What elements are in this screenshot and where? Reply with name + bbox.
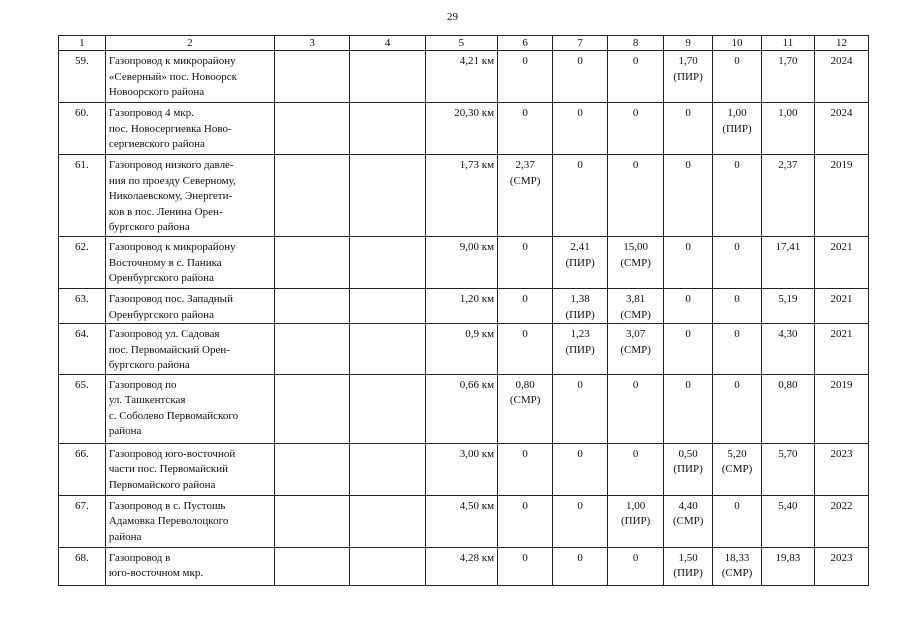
- object-name-line: района: [108, 530, 142, 543]
- funding-value: 0: [685, 378, 691, 391]
- funding-cell-c9: [664, 443, 713, 495]
- funding-cell-c8: [608, 324, 664, 375]
- year-cell: 2024: [814, 51, 868, 103]
- length-cell: 0,66 км: [425, 374, 497, 443]
- column-4-cell: [350, 443, 425, 495]
- funding-cell-c8: [608, 289, 664, 324]
- funding-cell-c9: [664, 374, 713, 443]
- column-3-cell: [274, 289, 349, 324]
- funding-cell-c9: [664, 324, 713, 375]
- year-cell: 2019: [814, 155, 868, 237]
- object-name-line: пос. Первомайский Орен-: [108, 343, 230, 356]
- funding-cell-c9: [664, 103, 713, 155]
- length-cell: 9,00 км: [425, 237, 497, 289]
- funding-cell-c10: [713, 51, 762, 103]
- column-header-7: 7: [553, 36, 608, 51]
- column-3-cell: [274, 237, 349, 289]
- object-name-line: Газопровод юго-восточной: [108, 447, 236, 460]
- table-row: [59, 443, 869, 495]
- table-row: [59, 495, 869, 547]
- funding-cell-c6: [498, 374, 553, 443]
- funding-cell-c7: [553, 374, 608, 443]
- funding-note: (ПИР): [620, 515, 651, 527]
- funding-cell-c7: [553, 324, 608, 375]
- column-header-2: 2: [105, 36, 274, 51]
- total-cell: 17,41: [761, 237, 814, 289]
- funding-cell-c8: [608, 155, 664, 237]
- total-cell: 1,70: [761, 51, 814, 103]
- total-cell: 2,37: [761, 155, 814, 237]
- funding-value: 1,70: [678, 55, 698, 67]
- funding-value: 0: [577, 55, 583, 67]
- funding-note: (ПИР): [673, 463, 703, 475]
- funding-note: (ПИР): [673, 567, 703, 579]
- object-name-line: ния по проезду Северному,: [108, 174, 236, 187]
- year-cell: 2021: [814, 237, 868, 289]
- length-cell: 1,20 км: [425, 289, 497, 324]
- funding-cell-c6: [498, 155, 553, 237]
- funding-cell-c7: [553, 103, 608, 155]
- object-name-line: ков в пос. Ленина Орен-: [108, 205, 223, 218]
- column-3-cell: [274, 103, 349, 155]
- funding-cell-c6: [498, 289, 553, 324]
- row-number: 68.: [59, 547, 106, 585]
- funding-value: 0: [734, 328, 740, 340]
- funding-cell-c8: [608, 237, 664, 289]
- funding-note: (СМР): [672, 515, 704, 527]
- object-name-line: ул. Ташкентская: [108, 394, 186, 406]
- total-cell: 4,30: [761, 324, 814, 375]
- funding-value: 0: [577, 447, 583, 460]
- funding-cell-c9: [664, 51, 713, 103]
- funding-value: 0: [577, 378, 583, 391]
- table-row: [59, 155, 869, 237]
- column-4-cell: [350, 374, 425, 443]
- funding-value: 4,40: [678, 499, 698, 512]
- funding-value: 0: [522, 328, 528, 340]
- funding-value: 0: [522, 551, 528, 564]
- column-header-3: 3: [274, 36, 349, 51]
- funding-cell-c7: [553, 495, 608, 547]
- funding-value: 1,00: [626, 499, 646, 512]
- object-name-line: части пос. Первомайский: [108, 463, 229, 475]
- column-4-cell: [350, 155, 425, 237]
- funding-value: 1,00: [727, 107, 747, 119]
- length-cell: 4,50 км: [425, 495, 497, 547]
- funding-value: 0: [577, 159, 583, 171]
- length-cell: 4,21 км: [425, 51, 497, 103]
- column-header-9: 9: [664, 36, 713, 51]
- column-header-12: 12: [814, 36, 868, 51]
- object-name-line: бургского района: [108, 221, 190, 233]
- funding-cell-c8: [608, 103, 664, 155]
- length-cell: 4,28 км: [425, 547, 497, 585]
- funding-value: 3,81: [626, 293, 646, 305]
- funding-note: (ПИР): [722, 122, 752, 135]
- column-3-cell: [274, 443, 349, 495]
- row-number: 65.: [59, 374, 106, 443]
- funding-value: 5,20: [727, 447, 747, 460]
- object-name-line: Николаевскому, Энергети-: [108, 190, 233, 202]
- column-header-11: 11: [761, 36, 814, 51]
- table-row: [59, 324, 869, 375]
- object-name-line: с. Соболево Первомайского: [108, 409, 239, 422]
- funding-cell-c8: [608, 443, 664, 495]
- object-name: [105, 103, 274, 155]
- table-row: [59, 374, 869, 443]
- year-cell: 2021: [814, 289, 868, 324]
- object-name-line: бургского района: [108, 359, 190, 371]
- column-header-6: 6: [498, 36, 553, 51]
- funding-note: (СМР): [721, 463, 753, 475]
- total-cell: 1,00: [761, 103, 814, 155]
- funding-cell-c10: [713, 289, 762, 324]
- funding-note: (ПИР): [565, 256, 595, 269]
- column-4-cell: [350, 289, 425, 324]
- object-name-line: «Северный» пос. Новоорск: [108, 70, 237, 83]
- column-header-10: 10: [713, 36, 762, 51]
- funding-cell-c10: [713, 155, 762, 237]
- funding-cell-c10: [713, 374, 762, 443]
- object-name-line: Оренбургского района: [108, 272, 214, 284]
- funding-note: (СМР): [620, 343, 651, 356]
- funding-value: 0: [632, 107, 639, 119]
- funding-value: 0: [734, 378, 740, 391]
- funding-value: 2,41: [570, 241, 590, 253]
- object-name-line: района: [108, 425, 142, 437]
- funding-cell-c6: [498, 495, 553, 547]
- column-3-cell: [274, 324, 349, 375]
- object-name-line: Газопровод низкого давле-: [108, 159, 234, 171]
- column-header-8: 8: [608, 36, 664, 51]
- object-name: [105, 443, 274, 495]
- object-name-line: Газопровод по: [108, 378, 177, 391]
- object-name-line: Газопровод 4 мкр.: [108, 107, 194, 119]
- object-name-line: юго-восточном мкр.: [108, 567, 204, 579]
- total-cell: 5,19: [761, 289, 814, 324]
- funding-cell-c10: [713, 547, 762, 585]
- funding-value: 0: [685, 241, 691, 253]
- column-4-cell: [350, 237, 425, 289]
- funding-cell-c9: [664, 237, 713, 289]
- funding-cell-c6: [498, 103, 553, 155]
- funding-cell-c10: [713, 324, 762, 375]
- year-cell: 2019: [814, 374, 868, 443]
- object-name-line: пос. Новосергиевка Ново-: [108, 122, 232, 135]
- funding-cell-c7: [553, 237, 608, 289]
- funding-value: 0: [685, 159, 691, 171]
- funding-cell-c8: [608, 547, 664, 585]
- year-cell: 2021: [814, 324, 868, 375]
- object-name: [105, 51, 274, 103]
- table-row: [59, 547, 869, 585]
- funding-value: 0: [577, 551, 583, 564]
- funding-cell-c9: [664, 495, 713, 547]
- funding-cell-c7: [553, 155, 608, 237]
- funding-value: 0: [734, 55, 740, 67]
- column-3-cell: [274, 547, 349, 585]
- funding-value: 0: [522, 55, 528, 67]
- funding-cell-c10: [713, 443, 762, 495]
- year-cell: 2024: [814, 103, 868, 155]
- funding-value: 0: [577, 107, 583, 119]
- length-cell: 20,30 км: [425, 103, 497, 155]
- funding-cell-c6: [498, 237, 553, 289]
- funding-value: 0: [685, 328, 691, 340]
- funding-value: 2,37: [515, 159, 535, 171]
- funding-cell-c7: [553, 547, 608, 585]
- funding-note: (СМР): [721, 567, 753, 579]
- object-name-line: Газопровод в с. Пустошь: [108, 499, 226, 512]
- funding-cell-c8: [608, 51, 664, 103]
- year-cell: 2023: [814, 443, 868, 495]
- year-cell: 2022: [814, 495, 868, 547]
- funding-cell-c6: [498, 51, 553, 103]
- funding-note: (СМР): [509, 394, 541, 406]
- object-name-line: Газопровод пос. Западный: [108, 293, 233, 305]
- table-row: [59, 51, 869, 103]
- funding-value: 0: [685, 293, 691, 305]
- length-cell: 1,73 км: [425, 155, 497, 237]
- funding-value: 0: [522, 107, 528, 119]
- object-name: [105, 495, 274, 547]
- row-number: 61.: [59, 155, 106, 237]
- funding-value: 0: [632, 378, 639, 391]
- column-4-cell: [350, 547, 425, 585]
- funding-cell-c8: [608, 374, 664, 443]
- total-cell: 19,83: [761, 547, 814, 585]
- column-3-cell: [274, 495, 349, 547]
- header-row: [59, 36, 869, 51]
- funding-value: 1,50: [678, 551, 698, 564]
- length-cell: 0,9 км: [425, 324, 497, 375]
- page-number: 29: [447, 11, 458, 23]
- object-name-line: Оренбургского района: [108, 308, 214, 321]
- funding-value: 0: [685, 107, 691, 119]
- funding-value: 0: [734, 499, 740, 512]
- row-number: 60.: [59, 103, 106, 155]
- funding-value: 0: [734, 159, 740, 171]
- funding-cell-c9: [664, 289, 713, 324]
- column-4-cell: [350, 495, 425, 547]
- row-number: 63.: [59, 289, 106, 324]
- funding-value: 0: [522, 447, 528, 460]
- funding-note: (ПИР): [565, 308, 595, 321]
- total-cell: 0,80: [761, 374, 814, 443]
- funding-value: 15,00: [623, 241, 649, 253]
- funding-cell-c10: [713, 237, 762, 289]
- object-name: [105, 374, 274, 443]
- funding-value: 1,38: [570, 293, 590, 305]
- object-name: [105, 324, 274, 375]
- funding-cell-c8: [608, 495, 664, 547]
- investment-table: [58, 35, 869, 586]
- table-row: [59, 289, 869, 324]
- object-name-line: Восточному в с. Паника: [108, 256, 222, 269]
- table-body: [59, 51, 869, 586]
- column-header-4: 4: [350, 36, 425, 51]
- column-4-cell: [350, 51, 425, 103]
- row-number: 59.: [59, 51, 106, 103]
- length-cell: 3,00 км: [425, 443, 497, 495]
- funding-value: 0,80: [515, 378, 535, 391]
- funding-cell-c6: [498, 443, 553, 495]
- column-4-cell: [350, 103, 425, 155]
- funding-note: (ПИР): [673, 70, 703, 83]
- total-cell: 5,70: [761, 443, 814, 495]
- funding-value: 1,23: [570, 328, 590, 340]
- column-3-cell: [274, 155, 349, 237]
- year-cell: 2023: [814, 547, 868, 585]
- row-number: 62.: [59, 237, 106, 289]
- column-3-cell: [274, 374, 349, 443]
- column-header-1: 1: [59, 36, 106, 51]
- funding-cell-c6: [498, 324, 553, 375]
- funding-value: 0: [632, 55, 639, 67]
- object-name-line: Газопровод ул. Садовая: [108, 328, 220, 340]
- table-row: [59, 237, 869, 289]
- funding-note: (СМР): [620, 308, 651, 321]
- funding-cell-c9: [664, 547, 713, 585]
- column-3-cell: [274, 51, 349, 103]
- funding-value: 0: [632, 159, 639, 171]
- funding-value: 0: [522, 499, 528, 512]
- object-name-line: Газопровод в: [108, 551, 171, 564]
- funding-value: 18,33: [724, 551, 750, 564]
- object-name-line: сергиевского района: [108, 138, 205, 150]
- funding-cell-c7: [553, 443, 608, 495]
- funding-value: 0: [577, 499, 583, 512]
- funding-note: (СМР): [509, 174, 541, 187]
- row-number: 67.: [59, 495, 106, 547]
- object-name-line: Первомайского района: [108, 478, 216, 491]
- object-name-line: Газопровод к микрорайону: [108, 55, 236, 67]
- object-name: [105, 547, 274, 585]
- object-name-line: Новоорского района: [108, 86, 205, 98]
- funding-value: 0: [734, 293, 740, 305]
- funding-note: (ПИР): [565, 343, 595, 356]
- funding-note: (СМР): [620, 256, 651, 269]
- object-name-line: Адамовка Переволоцкого: [108, 515, 229, 527]
- funding-value: 3,07: [626, 328, 646, 340]
- object-name: [105, 289, 274, 324]
- funding-value: 0: [522, 241, 528, 253]
- funding-value: 0: [734, 241, 740, 253]
- funding-value: 0: [522, 293, 528, 305]
- row-number: 64.: [59, 324, 106, 375]
- funding-cell-c7: [553, 51, 608, 103]
- object-name: [105, 155, 274, 237]
- funding-cell-c10: [713, 495, 762, 547]
- funding-cell-c6: [498, 547, 553, 585]
- column-4-cell: [350, 324, 425, 375]
- funding-value: 0: [632, 447, 639, 460]
- column-header-5: 5: [425, 36, 497, 51]
- object-name: [105, 237, 274, 289]
- funding-cell-c7: [553, 289, 608, 324]
- funding-cell-c9: [664, 155, 713, 237]
- object-name-line: Газопровод к микрорайону: [108, 241, 236, 253]
- table-row: [59, 103, 869, 155]
- funding-cell-c10: [713, 103, 762, 155]
- row-number: 66.: [59, 443, 106, 495]
- funding-value: 0: [632, 551, 639, 564]
- total-cell: 5,40: [761, 495, 814, 547]
- funding-value: 0,50: [678, 447, 698, 460]
